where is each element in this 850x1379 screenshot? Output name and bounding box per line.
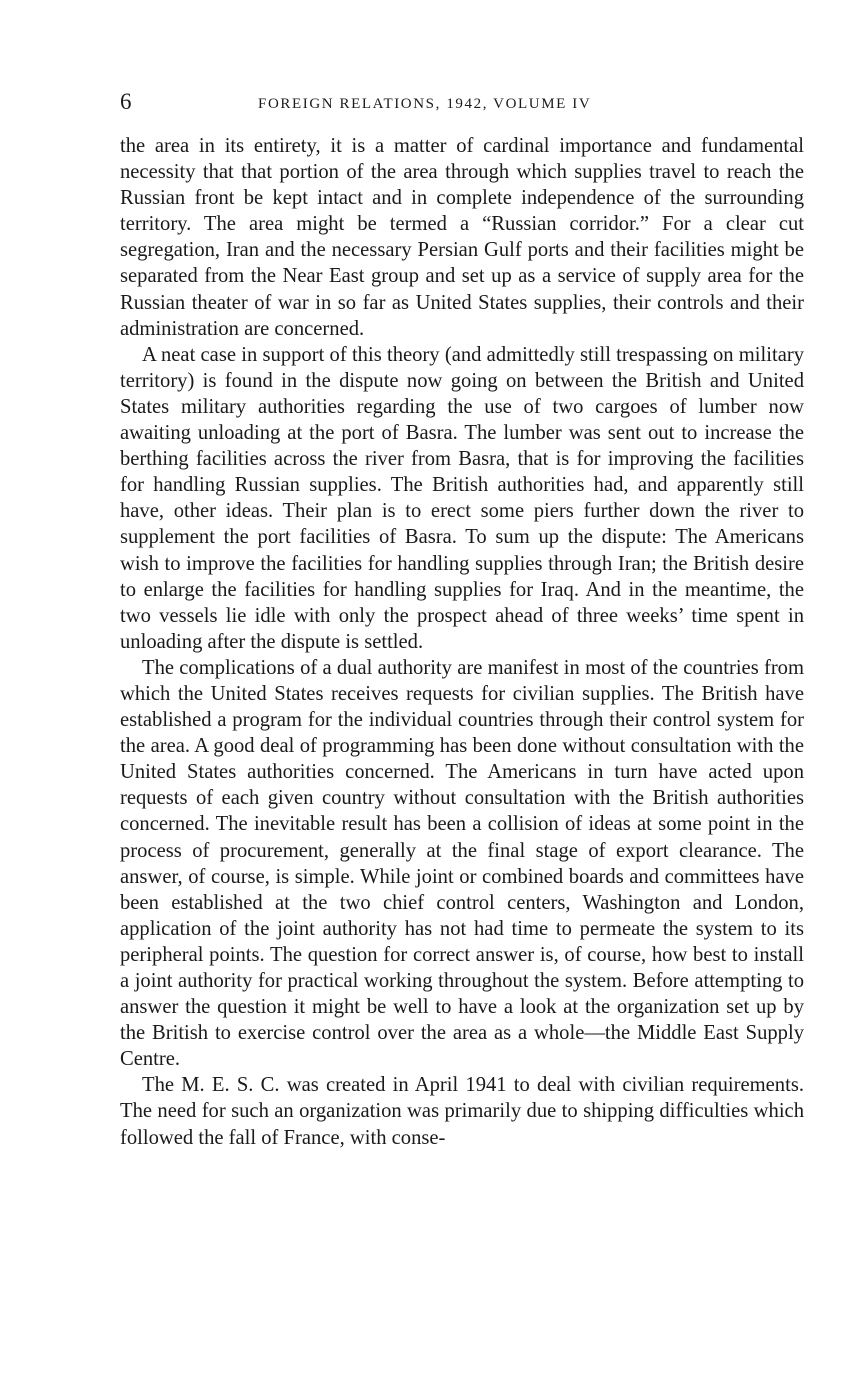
paragraph-basra-dispute: A neat case in support of this theory (and admittedly still trespassing on military territory) is found in the dispute now going on between the British and United States military authorities regarding the use of two cargoes of lumber now awaiting unloading at the port of Basra. The lumber was sent out to increase the berthing facilities across the river from Basra, that is for improving the facilities for handling Russian supplies. The British authorities had, and apparently still have, other ideas. Their plan is to erect some piers further down the river to supplement the port facilities of Basra. To sum up the dispute: The Americans wish to improve the facilities for handling supplies through Iran; the British desire to enlarge the facilities for handling supplies for Iraq. And in the meantime, the two vessels lie idle with only the prospect ahead of three weeks’ time spent in unloading after the dispute is settled. bbox=[120, 343, 804, 653]
paragraph-dual-authority: The complications of a dual authority are manifest in most of the countries from which the United States receives requests for civilian supplies. The British have established a program for the individual countries through their control system for the area. A good deal of programming has been done without consultation with the United States authorities concerned. The Americans in turn have acted upon requests of each given country without consultation with the British authorities concerned. The inevitable result has been a collision of ideas at some point in the process of procurement, generally at the final stage of export clearance. The answer, of course, is simple. While joint or combined boards and committees have been established at the two chief control centers, Washington and London, application of the joint authority has not had time to permeate the system to its peripheral points. The question for correct answer is, of course, how best to install a joint authority for practical working throughout the system. Before attempting to answer the question it might be well to have a look at the organization set up by the British to exercise control over the area as a whole—the Middle East Supply Centre. bbox=[120, 656, 804, 1071]
document-page bbox=[120, 88, 804, 1151]
running-head bbox=[120, 88, 804, 118]
body-text bbox=[120, 133, 804, 1151]
running-head-title: FOREIGN RELATIONS, 1942, VOLUME IV bbox=[258, 96, 592, 112]
paragraph-continuation: the area in its entirety, it is a matter of cardinal importance and fundamental necessity that that portion of the area through which supplies travel to reach the Russian front be kept intact and in complete independence of the surrounding territory. The area might be termed a “Russian corridor.” For a clear cut segregation, Iran and the necessary Persian Gulf ports and their facilities might be separated from the Near East group and set up as a service of supply area for the Russian theater of war in so far as United States supplies, their controls and their administration are concerned. bbox=[120, 135, 804, 340]
page-number: 6 bbox=[120, 89, 132, 114]
paragraph-mesc: The M. E. S. C. was created in April 1941 to deal with civilian requirements. The need for such an organization was primarily due to shipping difficulties which followed the fall of France, with conse- bbox=[120, 1074, 804, 1149]
